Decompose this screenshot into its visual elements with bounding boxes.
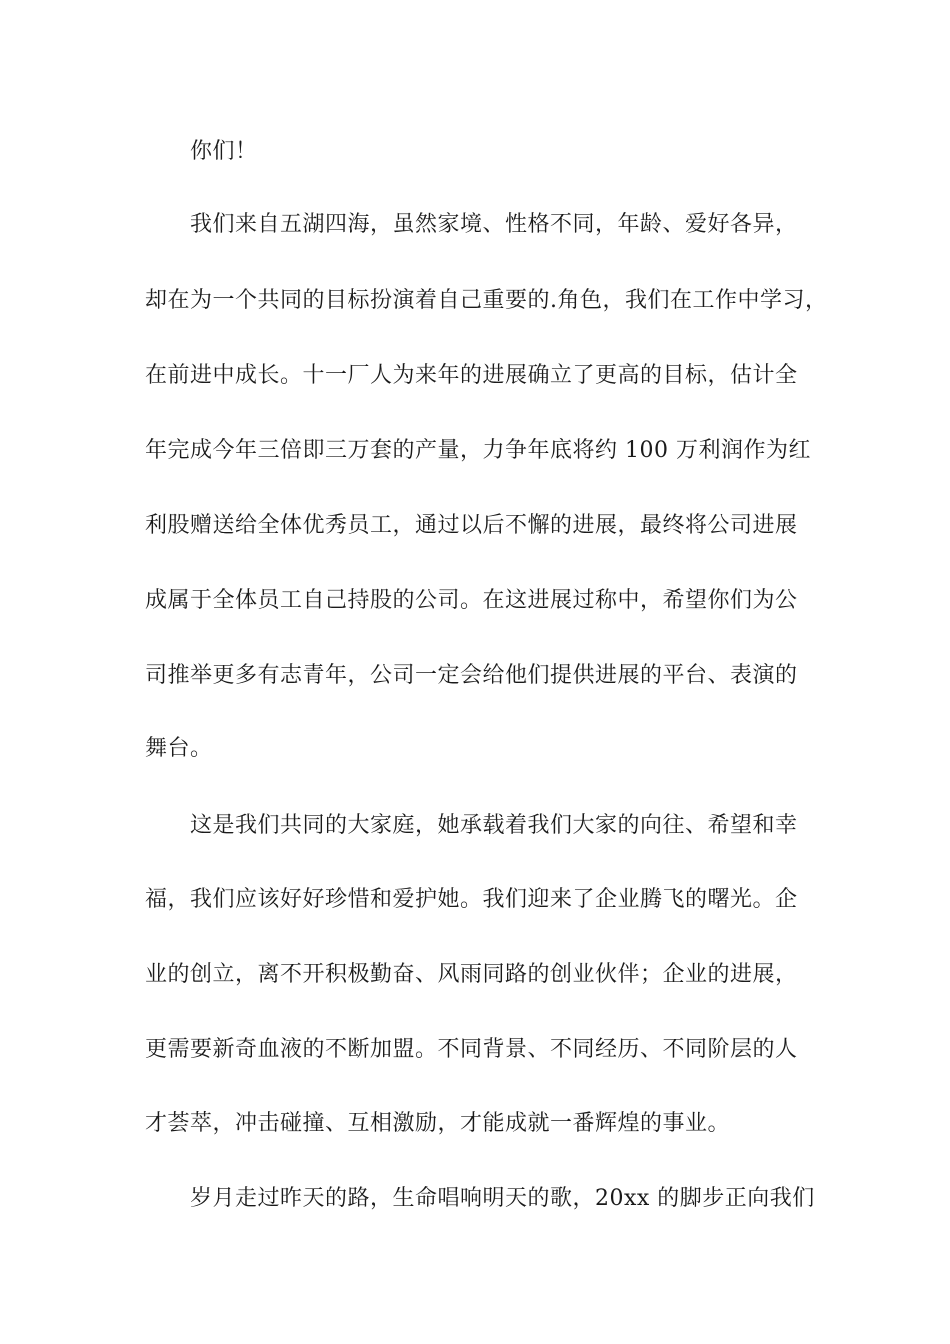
paragraph-line: 我们来自五湖四海，虽然家境、性格不同，年龄、爱好各异， [190,212,798,237]
paragraph-line: 岁月走过昨天的路，生命唱响明天的歌，20xx 的脚步正向我们 [190,1186,815,1211]
paragraph-line: 这是我们共同的大家庭，她承载着我们大家的向往、希望和幸 [190,813,798,838]
paragraph-line: 却在为一个共同的目标扮演着自己重要的.角色，我们在工作中学习， [145,288,828,313]
paragraph-line: 你们！ [190,139,258,164]
paragraph-line: 利股赠送给全体优秀员工，通过以后不懈的进展，最终将公司进展 [145,513,798,538]
paragraph-line: 舞台。 [145,736,213,761]
paragraph-line: 更需要新奇血液的不断加盟。不同背景、不同经历、不同阶层的人 [145,1037,798,1062]
paragraph-line: 业的创立，离不开积极勤奋、风雨同路的创业伙伴；企业的进展， [145,962,798,987]
paragraph-line: 在前进中成长。十一厂人为来年的进展确立了更高的目标，估计全 [145,363,798,388]
paragraph-line: 年完成今年三倍即三万套的产量，力争年底将约 100 万利润作为红 [145,438,811,463]
paragraph-line: 成属于全体员工自己持股的公司。在这进展过称中，希望你们为公 [145,588,798,613]
paragraph-line: 才荟萃，冲击碰撞、互相激励，才能成就一番辉煌的事业。 [145,1111,731,1136]
paragraph-line: 司推举更多有志青年，公司一定会给他们提供进展的平台、表演的 [145,663,798,688]
paragraph-line: 福，我们应该好好珍惜和爱护她。我们迎来了企业腾飞的曙光。企 [145,887,798,912]
